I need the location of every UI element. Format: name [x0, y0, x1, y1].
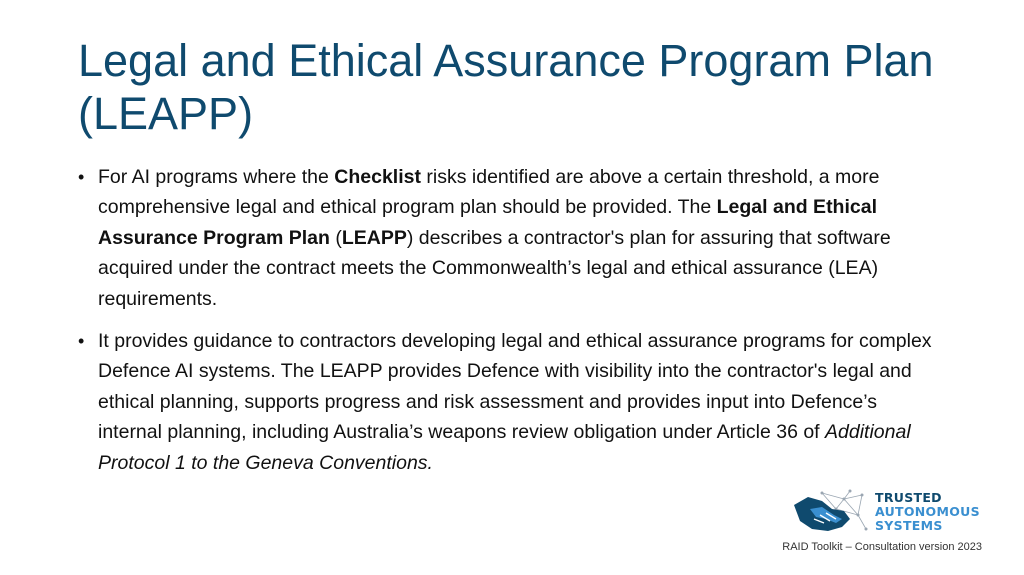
- bullet-text: ) describes a contractor's plan for assuring that software acquired under the contract meets the Commonwealth’s legal and ethical assurance (LEA) requirements.: [98, 226, 891, 310]
- bullet-item: [78, 326, 938, 478]
- bold-term-leapp-full: Legal and Ethical Assurance Program Plan: [98, 196, 877, 249]
- footer-text: RAID Toolkit – Consultation version 2023: [782, 541, 982, 553]
- bullet-text: risks identified are above a certain threshold, a more comprehensive legal and ethical program plan should be provided. The: [98, 166, 880, 219]
- bullet-text: For AI programs where the: [98, 166, 335, 188]
- bullet-list: [78, 162, 938, 490]
- logo-line: TRUSTED: [875, 490, 942, 505]
- slide-title: Legal and Ethical Assurance Program Plan (LEAPP): [78, 35, 934, 139]
- bullet-dot: •: [78, 167, 85, 187]
- bullet-item: [78, 162, 938, 314]
- trusted-autonomous-systems-logo: [792, 489, 992, 537]
- bullet-text: (: [329, 226, 342, 249]
- italic-citation: Additional Protocol 1 to the Geneva Conventions.: [98, 421, 911, 474]
- bold-term-checklist: Checklist: [334, 166, 421, 188]
- bold-term-leapp: LEAPP: [341, 226, 407, 249]
- logo-wordmark: [875, 491, 980, 533]
- handshake-network-icon: [792, 489, 868, 535]
- bullet-text: It provides guidance to contractors developing legal and ethical assurance programs for complex Defence AI systems. The LEAPP provides Defence with visibility into the contractor's legal and ethical planning, supports progress and risk assessment and provides input into Defence’s internal planning, including Australia’s weapons review obligation under Article 36 of: [98, 330, 932, 444]
- logo-line: SYSTEMS: [875, 518, 943, 533]
- logo-line: AUTONOMOUS: [875, 504, 980, 519]
- bullet-dot: •: [78, 331, 85, 352]
